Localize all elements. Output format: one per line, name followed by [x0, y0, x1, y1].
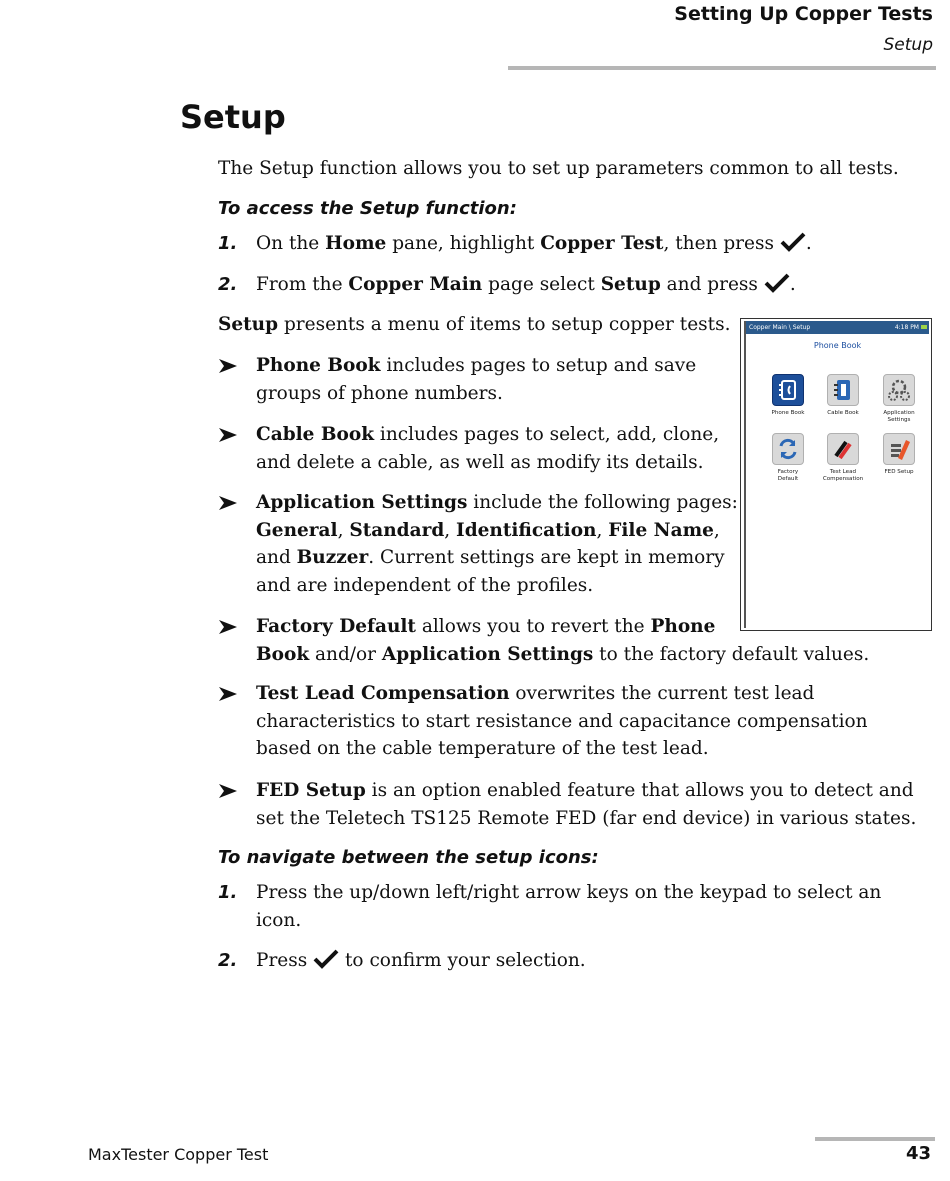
- factory-default-icon: [772, 433, 804, 465]
- bullet-text: FED Setup is an option enabled feature that allows you to detect and set the Teletech TS125 Remote FED (far end device) in various states.: [256, 780, 917, 829]
- intro-paragraph: The Setup function allows you to set up parameters common to all tests.: [218, 158, 899, 179]
- step-number: 1.: [218, 233, 238, 254]
- step-text: Press the up/down left/right arrow keys on the keypad to select an icon.: [256, 882, 882, 931]
- fed-setup-tile[interactable]: [871, 433, 927, 476]
- arrow-bullet-icon: [218, 358, 238, 374]
- tile-label: Test Lead Compensation: [822, 469, 864, 482]
- cable-book-tile[interactable]: [815, 374, 871, 417]
- tile-label: Application Settings: [883, 410, 915, 423]
- arrow-bullet-icon: [218, 783, 238, 799]
- arrow-bullet-icon: [218, 619, 238, 635]
- arrow-bullet-icon: [218, 427, 238, 443]
- bullet-text: Phone Book includes pages to setup and save groups of phone numbers.: [256, 355, 697, 404]
- phone-book-icon: [772, 374, 804, 406]
- bullet-text: Test Lead Compensation overwrites the current test lead characteristics to start resistance and capacitance compensation based on the cable temperature of the test lead.: [256, 683, 868, 760]
- screenshot-breadcrumb: Copper Main \ Setup: [749, 324, 811, 331]
- tile-label: Phone Book: [771, 410, 805, 416]
- menu-intro: Setup presents a menu of items to setup copper tests.: [218, 314, 731, 335]
- step-text: From the Copper Main page select Setup and press .: [256, 274, 796, 295]
- access-heading: To access the Setup function:: [218, 198, 517, 219]
- header-rule: [508, 66, 936, 70]
- arrow-bullet-icon: [218, 686, 238, 702]
- step-text: Press to confirm your selection.: [256, 950, 586, 971]
- screenshot-title-bar: [746, 321, 929, 334]
- bullet-text: Factory Default allows you to revert the Phone Book and/or Application Settings to the factory default values.: [256, 616, 870, 665]
- screenshot-clock: 4:18 PM: [894, 324, 919, 331]
- tile-label: FED Setup: [884, 469, 914, 475]
- test-lead-compensation-icon: [827, 433, 859, 465]
- navigate-heading: To navigate between the setup icons:: [218, 847, 599, 868]
- bullet-text: Cable Book includes pages to select, add, clone, and delete a cable, as well as modify its details.: [256, 424, 720, 473]
- tile-label: Cable Book: [827, 410, 859, 416]
- bullet-text: Application Settings include the following pages: General, Standard, Identification, File Name, and Buzzer. Current settings are kept in memory and are independent of the profiles.: [256, 492, 738, 596]
- page-title: Setup: [180, 98, 286, 136]
- footer-product: MaxTester Copper Test: [88, 1145, 269, 1164]
- step-number: 2.: [218, 274, 238, 295]
- phone-book-tile[interactable]: [760, 374, 816, 417]
- tile-label: Factory Default: [777, 469, 799, 482]
- fed-setup-icon: [883, 433, 915, 465]
- setup-screenshot: [740, 318, 932, 631]
- checkmark-icon: [780, 232, 806, 252]
- screenshot-selected-label: Phone Book: [813, 341, 862, 350]
- application-settings-icon: [883, 374, 915, 406]
- battery-icon: [921, 325, 927, 329]
- test-lead-compensation-tile[interactable]: [815, 433, 871, 483]
- cable-book-icon: [827, 374, 859, 406]
- step-text: On the Home pane, highlight Copper Test, then press .: [256, 233, 812, 254]
- application-settings-tile[interactable]: [871, 374, 927, 424]
- header-subtitle: Setup: [883, 35, 933, 55]
- step-number: 2.: [218, 950, 238, 971]
- footer-rule: [815, 1137, 935, 1141]
- step-number: 1.: [218, 882, 238, 903]
- checkmark-icon: [313, 949, 339, 969]
- arrow-bullet-icon: [218, 495, 238, 511]
- checkmark-icon: [764, 273, 790, 293]
- factory-default-tile[interactable]: [760, 433, 816, 483]
- header-title: Setting Up Copper Tests: [674, 3, 933, 25]
- page-number: 43: [905, 1143, 931, 1164]
